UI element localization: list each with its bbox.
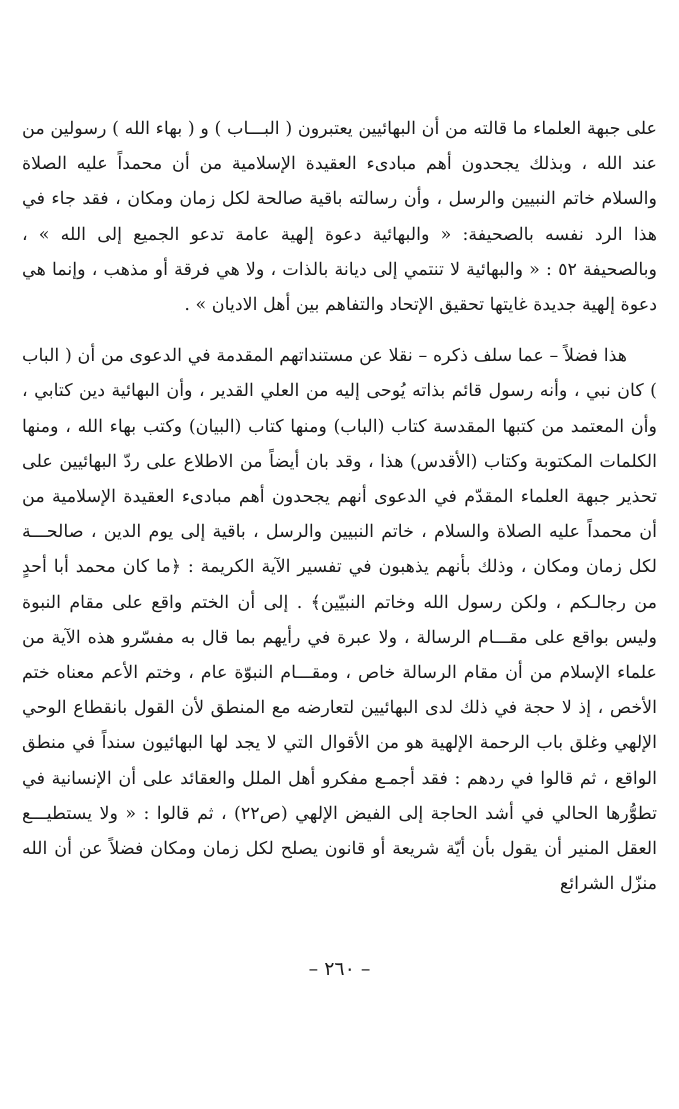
page-number: – ٢٦٠ – — [308, 958, 371, 980]
paragraph-1: على جبهة العلماء ما قالته من أن البهائيين يعتبرون ( البـــاب ) و ( بهاء الله ) رسولين من عند الله ، وبذلك يجحدون أهم مبادىء العقيدة الإسلامية من أن محمداً عليه الصلاة والسلام خاتم النبيين والرسل ، وأن رسالته باقية صالحة لكل زمان ومكان ، فقد جاء في هذا الرد نفسه بالصحيفة: « والبهائية دعوة إلهية عامة تدعو الجميع إلى الله » ، وبالصحيفة ٥٢ : « والبهائية لا تنتمي إلى ديانة بالذات ، ولا هي فرقة أو مذهب ، وإنما هي دعوة إلهية جديدة غايتها تحقيق الإتحاد والتفاهم بين أهل الاديان » . — [22, 119, 657, 316]
paragraph-2: هذا فضلاً – عما سلف ذكره – نقلا عن مستنداتهم المقدمة في الدعوى من أن ( الباب ) كان نبي ، وأنه رسول قائم بذاته يُوحى إليه من العلي القدير ، وأن البهائية دين كتابي ، وأن المعتمد من كتبها المقدسة كتاب (الباب) ومنها كتاب (البيان) وكتب بهاء الله ، ومنها الكلمات المكتوبة وكتاب (الأقدس) هذا ، وقد بان أيضاً من الاطلاع على ردّ البهائيين على تحذير جبهة العلماء المقدّم في الدعوى أنهم يجحدون أهم مبادىء العقيدة الإسلامية من أن محمداً عليه الصلاة والسلام ، خاتم النبيين والرسل ، باقية إلى يوم الدين ، صالحـــة لكل زمان ومكان ، وذلك بأنهم يذهبون في تفسير الآية الكريمة : ﴿ما كان محمد أبا أحدٍ من رجالـكم ، ولكن رسول الله وخاتم النبيّين﴾ . إلى أن الختم واقع على مقام النبوة وليس بواقع على مقـــام الرسالة ، ولا عبرة في رأيهم بما قال به مفسّرو هذه الآية من علماء الإسلام من أن مقام الرسالة خاص ، ومقـــام النبوّة عام ، وختم الأعم معناه ختم الأخص ، إذ لا حجة في ذلك لدى البهائيين لتعارضه مع المنطق لأن القول بانقطاع الوحي الإلهي وغلق باب الرحمة الإلهية هو من الأقوال التي لا يجد لها البهائيون سنداً في منطق الواقع ، ثم قالوا في ردهم : فقد أجمـع مفكرو أهل الملل والعقائد على أن الإنسانية في تطوُّرها الحالي في أشد الحاجة إلى الفيض الإلهي (ص٢٢) ، ثم قالوا : « ولا يستطيـــع العقل المنير أن يقول بأن أيّة شريعة أو قانون يصلح لكل زمان ومكان فضلاً عن أن الله منزّل الشرائع — [22, 346, 657, 895]
body-text — [22, 112, 657, 902]
